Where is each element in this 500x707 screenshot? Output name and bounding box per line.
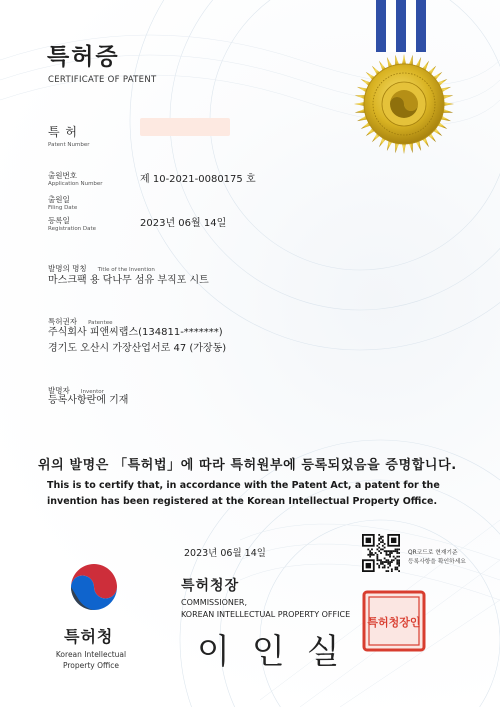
inventor-value: 등록사항란에 기재 bbox=[48, 395, 129, 406]
ribbon-stripe bbox=[416, 0, 426, 52]
qr-note-line2: 등록사항을 확인하세요 bbox=[408, 559, 466, 565]
ribbon-stripe bbox=[396, 0, 406, 52]
kipo-name-en bbox=[55, 649, 127, 671]
patent-label-en: Patent Number bbox=[48, 142, 90, 148]
filing-label-kr: 출원일 bbox=[48, 195, 70, 204]
kipo-name-en-line2: Property Office bbox=[62, 661, 119, 670]
svg-text:특허청장인: 특허청장인 bbox=[367, 616, 421, 629]
application-label-kr: 출원번호 bbox=[48, 171, 77, 180]
qr-note-line1: QR코드로 현재기준 bbox=[408, 550, 458, 556]
kipo-name-kr: 특허청 bbox=[64, 627, 114, 646]
issue-date: 2023년 06월 14일 bbox=[184, 548, 266, 559]
application-number-value: 제 10-2021-0080175 호 bbox=[140, 174, 256, 185]
patent-number-redacted bbox=[140, 118, 230, 136]
filing-field bbox=[48, 194, 77, 211]
kipo-logo-icon bbox=[63, 556, 125, 618]
ribbon-stripe bbox=[386, 0, 396, 52]
official-stamp-icon bbox=[362, 590, 426, 652]
patentee-label-en: Patentee bbox=[88, 320, 113, 326]
invention-label-kr: 발명의 명칭 bbox=[48, 264, 87, 273]
registration-date-value: 2023년 06월 14일 bbox=[140, 218, 227, 229]
patent-field bbox=[48, 123, 89, 148]
commissioner-title-kr: 특허청장 bbox=[181, 578, 240, 594]
declaration-en-line2: invention has been registered at the Korean Intellectual Property Office. bbox=[47, 496, 438, 507]
application-field bbox=[48, 170, 103, 187]
registration-field bbox=[48, 215, 96, 232]
qr-code-icon[interactable] bbox=[362, 534, 400, 572]
patent-label-kr: 특 허 bbox=[48, 125, 78, 139]
invention-label-en: Title of the Invention bbox=[97, 267, 155, 273]
commissioner-title-en-line1: COMMISSIONER, bbox=[181, 598, 247, 607]
commissioner-signature: 이인실 bbox=[197, 632, 362, 672]
ribbon-stripe bbox=[406, 0, 416, 52]
application-label-en: Application Number bbox=[48, 181, 103, 187]
inventor-label-en: Inventor bbox=[80, 389, 104, 395]
registration-label-en: Registration Date bbox=[48, 226, 97, 232]
certificate-title-en: CERTIFICATE OF PATENT bbox=[48, 75, 157, 85]
patentee-name-value: 주식회사 피앤씨랩스(134811-*******) bbox=[48, 327, 223, 338]
inventor-label-kr: 발명자 bbox=[48, 386, 70, 395]
kipo-name-en-line1: Korean Intellectual bbox=[55, 650, 127, 659]
qr-instruction bbox=[408, 549, 466, 567]
patentee-address-value: 경기도 오산시 가장산업서로 47 (가장동) bbox=[48, 343, 227, 354]
patentee-label-kr: 특허권자 bbox=[48, 317, 77, 326]
filing-label-en: Filing Date bbox=[48, 205, 78, 211]
certificate-title-kr: 특허증 bbox=[47, 44, 120, 70]
ribbon-stripe bbox=[376, 0, 386, 52]
registration-label-kr: 등록일 bbox=[48, 216, 70, 225]
commissioner-title-en-line2: KOREAN INTELLECTUAL PROPERTY OFFICE bbox=[181, 610, 351, 619]
declaration-en-line1: This is to certify that, in accordance with the Patent Act, a patent for the bbox=[47, 480, 440, 491]
gold-seal-icon bbox=[352, 52, 456, 156]
invention-title-value: 마스크팩 용 닥나무 섬유 부직포 시트 bbox=[48, 275, 209, 286]
declaration-kr: 위의 발명은 「특허법」에 따라 특허원부에 등록되었음을 증명합니다. bbox=[38, 458, 457, 473]
